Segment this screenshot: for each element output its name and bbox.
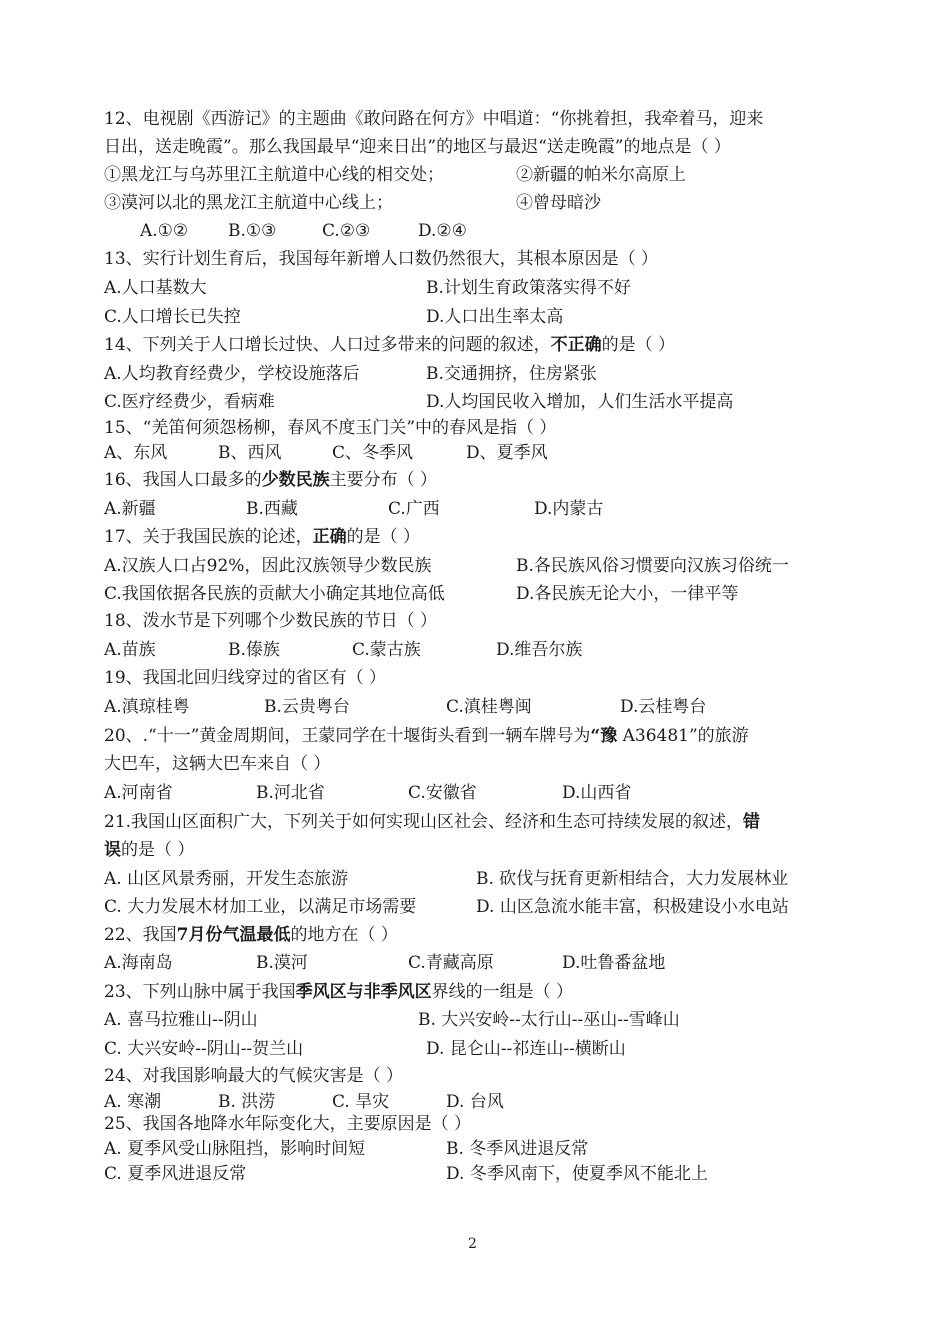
q20-stem-emphasis: “豫 bbox=[590, 726, 618, 746]
q18-stem: 18、泼水节是下列哪个少数民族的节日（ ） bbox=[104, 611, 438, 631]
q16-option-a: A.新疆 bbox=[104, 499, 156, 519]
q14-option-b: B.交通拥挤，住房紧张 bbox=[426, 364, 597, 384]
q23-stem-pre: 23、下列山脉中属于我国 bbox=[104, 982, 296, 1002]
q12-stem-line1: 12、电视剧《西游记》的主题曲《敢问路在何方》中唱道：“你挑着担，我牵着马，迎来 bbox=[104, 109, 764, 129]
q13-option-a: A.人口基数大 bbox=[104, 278, 207, 298]
q15-option-a: A、东风 bbox=[104, 443, 168, 463]
q20-option-c: C.安徽省 bbox=[408, 783, 477, 803]
q24-option-d: D. 台风 bbox=[446, 1092, 504, 1112]
q17-stem bbox=[104, 526, 420, 550]
q21-stem-text1: 21.我国山区面积广大，下列关于如何实现山区社会、经济和生态可持续发展的叙述， bbox=[104, 812, 744, 832]
q12-item1: ①黑龙江与乌苏里江主航道中心线的相交处； bbox=[104, 165, 444, 185]
q15-option-d: D、夏季风 bbox=[466, 443, 548, 463]
q24-option-c: C. 旱灾 bbox=[332, 1092, 390, 1112]
q16-stem bbox=[104, 469, 437, 493]
q20-stem-line1 bbox=[104, 725, 749, 749]
q21-option-c: C. 大力发展木材加工业，以满足市场需要 bbox=[104, 897, 417, 917]
q20-option-b: B.河北省 bbox=[256, 783, 325, 803]
q25-stem: 25、我国各地降水年际变化大，主要原因是（ ） bbox=[104, 1114, 472, 1134]
q12-item3: ③漠河以北的黑龙江主航道中心线上； bbox=[104, 193, 393, 213]
q15-option-c: C、冬季风 bbox=[332, 443, 414, 463]
q22-stem-post: 的地方在（ ） bbox=[290, 925, 398, 945]
q17-stem-pre: 17、关于我国民族的论述， bbox=[104, 527, 313, 547]
q22-option-c: C.青藏高原 bbox=[408, 953, 494, 973]
q21-stem-text2: 的是（ ） bbox=[121, 840, 195, 860]
q12-option-b: B.①③ bbox=[228, 221, 277, 241]
q21-option-a: A. 山区风景秀丽，开发生态旅游 bbox=[104, 869, 349, 889]
q22-stem-pre: 22、我国 bbox=[104, 925, 177, 945]
q18-option-d: D.维吾尔族 bbox=[496, 640, 583, 660]
q16-option-b: B.西藏 bbox=[246, 499, 298, 519]
q22-option-b: B.漠河 bbox=[256, 953, 308, 973]
q22-stem bbox=[104, 924, 398, 948]
q17-stem-post: 的是（ ） bbox=[346, 527, 421, 547]
q21-stem-emphasis1: 错 bbox=[743, 812, 761, 832]
q20-stem-post: A36481”的旅游 bbox=[617, 726, 749, 746]
q16-option-d: D.内蒙古 bbox=[534, 499, 604, 519]
q15-stem: 15、“羌笛何须怨杨柳，春风不度玉门关”中的春风是指（ ） bbox=[104, 418, 557, 438]
q16-option-c: C.广西 bbox=[388, 499, 440, 519]
q18-option-c: C.蒙古族 bbox=[352, 640, 421, 660]
q23-stem bbox=[104, 981, 573, 1005]
q21-option-b: B. 砍伐与抚育更新相结合，大力发展林业 bbox=[476, 869, 789, 889]
q14-option-a: A.人均教育经费少，学校设施落后 bbox=[104, 364, 360, 384]
q13-stem: 13、实行计划生育后，我国每年新增人口数仍然很大，其根本原因是（ ） bbox=[104, 249, 659, 269]
q23-stem-emphasis: 季风区与非季风区 bbox=[295, 982, 432, 1002]
q23-option-c: C. 大兴安岭--阴山--贺兰山 bbox=[104, 1039, 304, 1059]
q12-option-d: D.②④ bbox=[418, 221, 467, 241]
q20-option-d: D.山西省 bbox=[562, 783, 632, 803]
q17-option-c: C.我国依据各民族的贡献大小确定其地位高低 bbox=[104, 584, 445, 604]
q18-option-a: A.苗族 bbox=[104, 640, 156, 660]
q22-stem-emphasis: 7月份气温最低 bbox=[176, 925, 291, 945]
q13-option-c: C.人口增长已失控 bbox=[104, 307, 241, 327]
q23-option-d: D. 昆仑山--祁连山--横断山 bbox=[426, 1039, 626, 1059]
q23-option-b: B. 大兴安岭--太行山--巫山--雪峰山 bbox=[418, 1010, 680, 1030]
q16-stem-emphasis: 少数民族 bbox=[261, 470, 330, 490]
q23-stem-post: 界线的一组是（ ） bbox=[431, 982, 574, 1002]
q25-option-b: B. 冬季风进退反常 bbox=[446, 1139, 589, 1159]
q24-option-a: A. 寒潮 bbox=[104, 1092, 162, 1112]
q21-stem-line1 bbox=[104, 811, 760, 835]
q12-item4: ④曾母暗沙 bbox=[516, 193, 601, 213]
q15-option-b: B、西风 bbox=[218, 443, 282, 463]
q21-stem-line2 bbox=[104, 839, 194, 863]
q14-stem-pre: 14、下列关于人口增长过快、人口过多带来的问题的叙述， bbox=[104, 335, 551, 355]
q20-stem-line2: 大巴车，这辆大巴车来自（ ） bbox=[104, 754, 331, 774]
q24-option-b: B. 洪涝 bbox=[218, 1092, 276, 1112]
q14-stem-emphasis: 不正确 bbox=[550, 335, 602, 355]
q12-option-a: A.①② bbox=[140, 221, 189, 241]
q25-option-c: C. 夏季风进退反常 bbox=[104, 1164, 247, 1184]
q21-stem-emphasis2: 误 bbox=[104, 840, 121, 860]
q20-option-a: A.河南省 bbox=[104, 783, 173, 803]
q14-stem-post: 的是（ ） bbox=[601, 335, 676, 355]
q12-option-c: C.②③ bbox=[322, 221, 371, 241]
q13-option-d: D.人口出生率太高 bbox=[426, 307, 564, 327]
q25-option-d: D. 冬季风南下，使夏季风不能北上 bbox=[446, 1164, 708, 1184]
q20-stem-pre: 20、.“十一”黄金周期间，王蒙同学在十堰街头看到一辆车牌号为 bbox=[104, 726, 591, 746]
q19-option-d: D.云桂粤台 bbox=[620, 697, 707, 717]
q17-option-d: D.各民族无论大小，一律平等 bbox=[516, 584, 739, 604]
q17-option-b: B.各民族风俗习惯要向汉族习俗统一 bbox=[516, 556, 789, 576]
q14-option-d: D.人均国民收入增加，人们生活水平提高 bbox=[426, 392, 734, 412]
q17-stem-emphasis: 正确 bbox=[312, 527, 347, 547]
q22-option-d: D.吐鲁番盆地 bbox=[562, 953, 666, 973]
q17-option-a: A.汉族人口占92%，因此汉族领导少数民族 bbox=[104, 556, 432, 576]
q12-item2: ②新疆的帕米尔高原上 bbox=[516, 165, 686, 185]
q19-option-b: B.云贵粤台 bbox=[264, 697, 350, 717]
q16-stem-pre: 16、我国人口最多的 bbox=[104, 470, 262, 490]
q18-option-b: B.傣族 bbox=[228, 640, 280, 660]
q12-stem-line2: 日出，送走晚霞”。那么我国最早“迎来日出”的地区与最迟“送走晚霞”的地点是（ ） bbox=[104, 137, 731, 157]
q21-option-d: D. 山区急流水能丰富，积极建设小水电站 bbox=[476, 897, 789, 917]
q13-option-b: B.计划生育政策落实得不好 bbox=[426, 278, 631, 298]
q25-option-a: A. 夏季风受山脉阻挡，影响时间短 bbox=[104, 1139, 366, 1159]
q19-option-c: C.滇桂粤闽 bbox=[446, 697, 532, 717]
q19-option-a: A.滇琼桂粤 bbox=[104, 697, 190, 717]
q19-stem: 19、我国北回归线穿过的省区有（ ） bbox=[104, 668, 387, 688]
q16-stem-post: 主要分布（ ） bbox=[329, 470, 438, 490]
q24-stem: 24、对我国影响最大的气候灾害是（ ） bbox=[104, 1066, 404, 1086]
q14-stem bbox=[104, 334, 675, 358]
page-number: 2 bbox=[468, 1236, 477, 1252]
q22-option-a: A.海南岛 bbox=[104, 953, 173, 973]
q23-option-a: A. 喜马拉雅山--阴山 bbox=[104, 1010, 258, 1030]
q14-option-c: C.医疗经费少，看病难 bbox=[104, 392, 275, 412]
